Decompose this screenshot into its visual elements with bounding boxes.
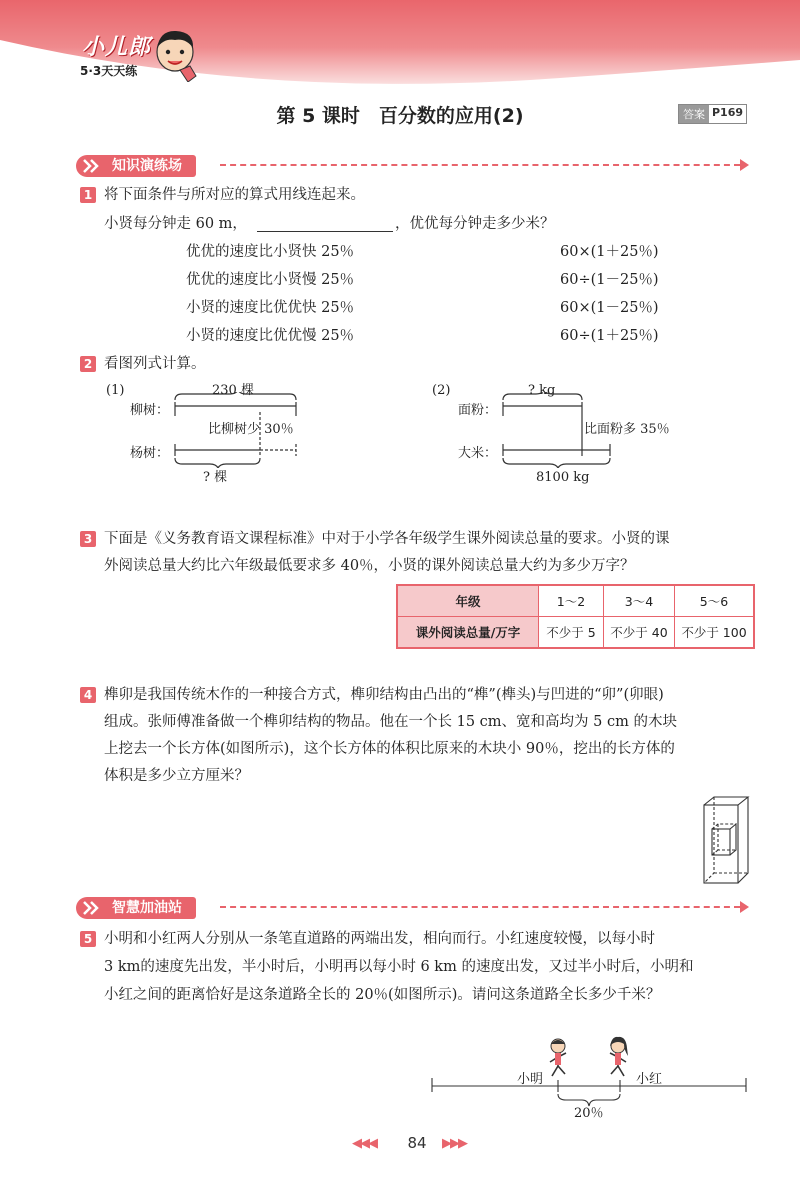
section-challenge-title: 智慧加油站 — [112, 900, 182, 916]
diagram1-label: (1) — [106, 383, 125, 398]
diagram2-top-value: ? kg — [528, 383, 556, 398]
table-header-cell: 5～6 — [675, 585, 755, 617]
answer-reference[interactable] — [678, 104, 747, 124]
page-title: 第 5 课时 百分数的应用(2) — [276, 105, 524, 127]
brand-logo: 小儿郎 — [82, 35, 152, 60]
next-page-icon[interactable]: ▶▶▶ — [442, 1136, 466, 1151]
section-practice-title: 知识演练场 — [112, 158, 182, 174]
diagram1-row1-label: 柳树： — [130, 403, 170, 418]
q4-line: 上挖去一个长方体(如图所示)，这个长方体的体积比原来的木块小 90％，挖出的长方体的 — [104, 741, 675, 757]
section-practice-divider — [220, 164, 740, 166]
q1-formula[interactable]: 60÷(1＋25％) — [560, 328, 659, 344]
arrow-right-icon — [740, 159, 749, 171]
chevron-right-icon — [82, 158, 104, 174]
question-number: 1 — [80, 187, 96, 203]
gap-percentage: 20％ — [574, 1106, 604, 1121]
diagram1-row2-label: 杨树： — [130, 446, 170, 461]
q1-prompt: 将下面条件与所对应的算式用线连起来。 — [104, 187, 365, 203]
q4-line: 体积是多少立方厘米？ — [104, 768, 249, 784]
diagram1-top-value: 230 棵 — [212, 383, 254, 398]
diagram1-compare: 比柳树少 30％ — [208, 422, 294, 437]
wood-block-figure — [698, 793, 754, 887]
reading-requirement-table — [396, 584, 755, 649]
brand-series: 5·3天天练 — [80, 64, 138, 78]
q5-line: 小明和小红两人分别从一条笔直道路的两端出发，相向而行。小红速度较慢，以每小时 — [104, 931, 655, 947]
answer-page: P169 — [709, 105, 746, 123]
diagram2-row2-label: 大米： — [458, 446, 498, 461]
q1-condition[interactable]: 小贤的速度比优优快 25％ — [186, 300, 355, 316]
page-number: 84 — [407, 1134, 427, 1152]
answer-label: 答案 — [679, 105, 709, 123]
table-row-label: 课外阅读总量/万字 — [397, 617, 539, 649]
diagram2-label: (2) — [432, 383, 451, 398]
q4-line: 榫卯是我国传统木作的一种接合方式，榫卯结构由凸出的“榫”(榫头)与凹进的“卯”(卯眼) — [104, 687, 664, 703]
q5-line: 3 km的速度先出发，半小时后，小明再以每小时 6 km 的速度出发，又过半小时后，小明和 — [104, 959, 694, 975]
q1-blank[interactable] — [257, 231, 393, 232]
prev-page-icon[interactable]: ◀◀◀ — [352, 1136, 376, 1151]
table-row — [397, 585, 754, 617]
diagram2-compare: 比面粉多 35％ — [584, 422, 670, 437]
label-xiaoming: 小明 — [517, 1072, 544, 1087]
q1-formula[interactable]: 60÷(1－25％) — [560, 272, 659, 288]
q1-formula[interactable]: 60×(1－25％) — [560, 300, 659, 316]
question-number: 4 — [80, 687, 96, 703]
boy-runner-icon — [550, 1039, 566, 1076]
diagram2-row1-label: 面粉： — [458, 403, 498, 418]
q1-stem-after: ，优优每分钟走多少米？ — [395, 216, 555, 232]
diagram2-bottom-value: 8100 kg — [536, 470, 590, 485]
q3-line1: 下面是《义务教育语文课程标准》中对于小学各年级学生课外阅读总量的要求。小贤的课 — [104, 531, 670, 547]
table-cell: 不少于 100 — [675, 617, 755, 649]
girl-runner-icon — [610, 1037, 628, 1076]
q1-condition[interactable]: 优优的速度比小贤快 25％ — [186, 244, 355, 260]
q4-line: 组成。张师傅准备做一个榫卯结构的物品。他在一个长 15 cm、宽和高均为 5 cm 的木块 — [104, 714, 677, 730]
diagram1-line-segments — [170, 392, 310, 468]
question-number: 3 — [80, 531, 96, 547]
diagram2-line-segments — [498, 392, 618, 468]
q3-line2: 外阅读总量大约比六年级最低要求多 40％，小贤的课外阅读总量大约为多少万字？ — [104, 558, 635, 574]
table-cell: 不少于 5 — [539, 617, 604, 649]
table-header-cell: 年级 — [397, 585, 539, 617]
table-row — [397, 617, 754, 649]
q2-prompt: 看图列式计算。 — [104, 356, 206, 372]
section-challenge-divider — [220, 906, 740, 908]
q1-formula[interactable]: 60×(1＋25％) — [560, 244, 659, 260]
table-header-cell: 3～4 — [604, 585, 675, 617]
q1-stem-before: 小贤每分钟走 60 m， — [104, 216, 247, 232]
diagram1-bottom-value: ? 棵 — [203, 470, 228, 485]
question-number: 5 — [80, 931, 96, 947]
arrow-right-icon — [740, 901, 749, 913]
table-header-cell: 1～2 — [539, 585, 604, 617]
label-xiaohong: 小红 — [636, 1072, 663, 1087]
q1-condition[interactable]: 优优的速度比小贤慢 25％ — [186, 272, 355, 288]
table-cell: 不少于 40 — [604, 617, 675, 649]
chevron-right-icon — [82, 900, 104, 916]
q5-line: 小红之间的距离恰好是这条道路全长的 20％(如图所示)。请问这条道路全长多少千米？ — [104, 987, 661, 1003]
question-number: 2 — [80, 356, 96, 372]
q1-condition[interactable]: 小贤的速度比优优慢 25％ — [186, 328, 355, 344]
mascot-icon — [150, 26, 200, 82]
